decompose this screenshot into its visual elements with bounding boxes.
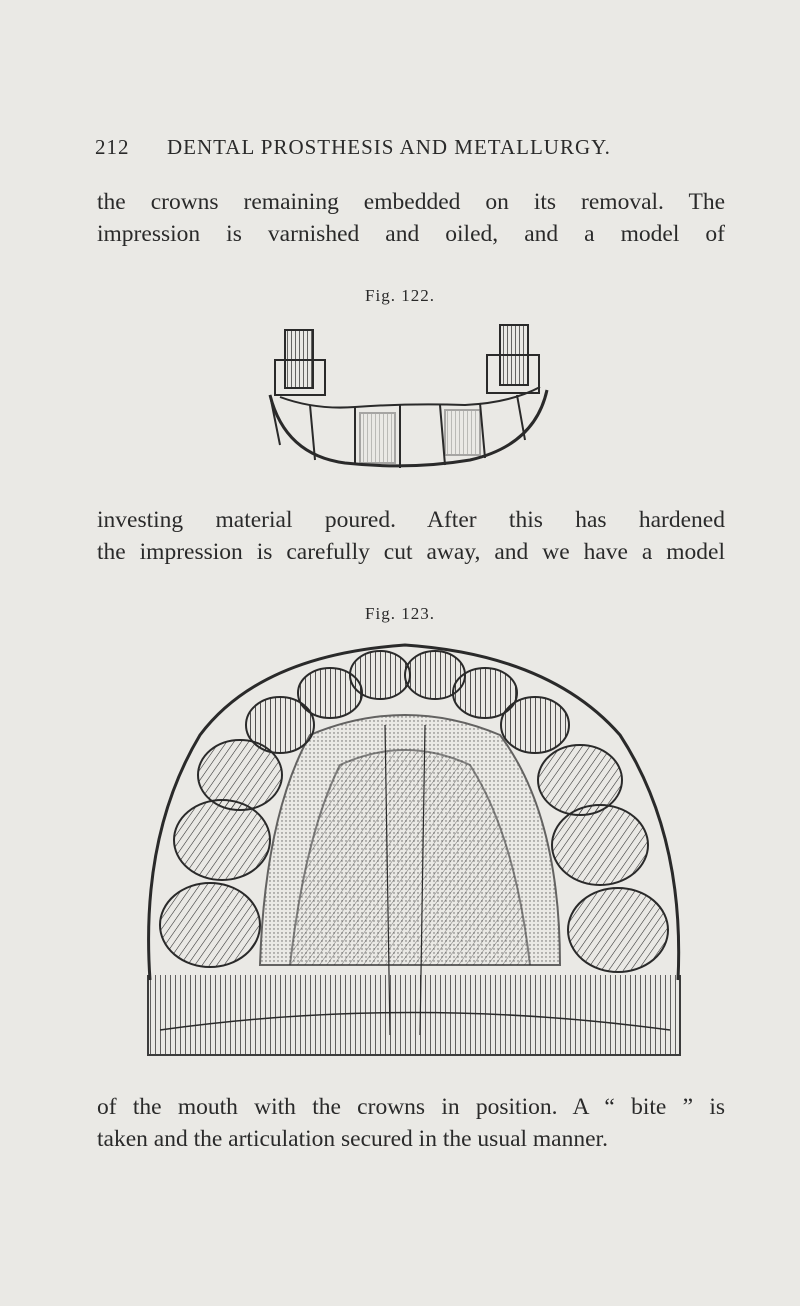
running-head-title: DENTAL PROSTHESIS AND METALLURGY. — [167, 135, 611, 159]
figure-caption-123: Fig. 123. — [365, 604, 435, 623]
figure-caption-122: Fig. 122. — [365, 286, 435, 305]
running-head — [95, 135, 655, 160]
body-text-line: the impression is carefully cut away, and we have a model — [97, 539, 725, 565]
body-text-line: investing material poured. After this has hardened — [97, 507, 725, 533]
body-text-line: of the mouth with the crowns in position. A “ bite ” is — [97, 1094, 725, 1120]
figure-123-illustration — [140, 635, 685, 1060]
page-number: 212 — [95, 135, 130, 159]
body-text-line: the crowns remaining embedded on its removal. The — [97, 189, 725, 215]
body-text-line: taken and the articulation secured in the usual manner. — [97, 1126, 608, 1152]
figure-122-illustration — [255, 315, 565, 475]
body-text-line: impression is varnished and oiled, and a model of — [97, 221, 725, 247]
